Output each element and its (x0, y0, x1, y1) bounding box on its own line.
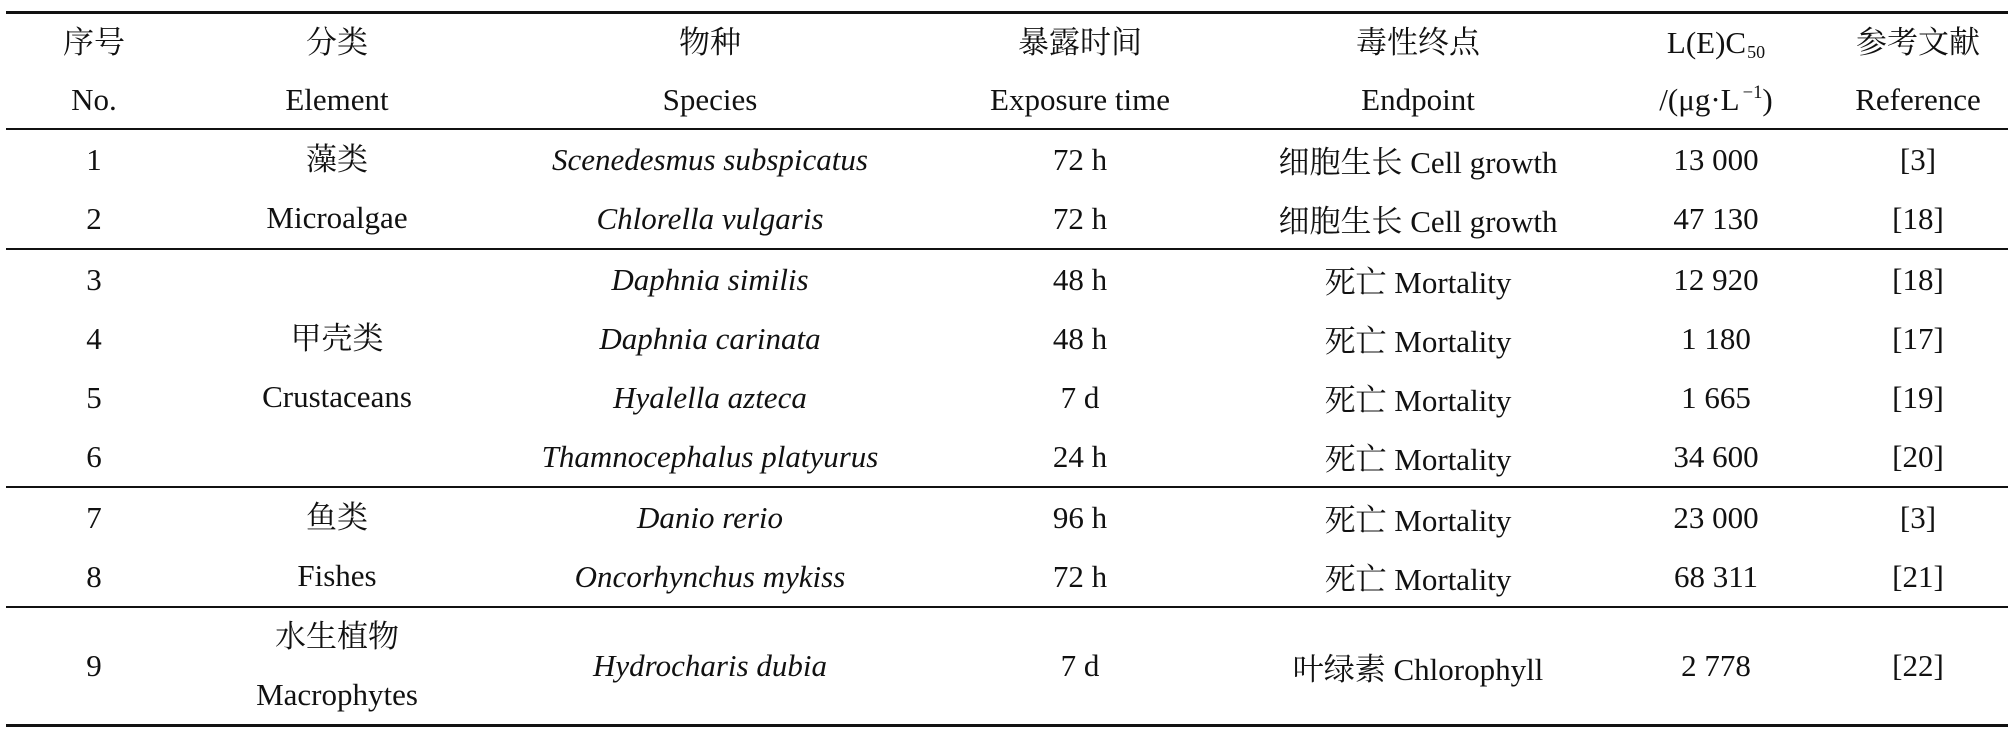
header-lec50-unit-superscript: −1 (1742, 82, 1763, 104)
endpoint-cell: 死亡 Mortality (1324, 503, 1512, 538)
species-cell: Hyalella azteca (613, 379, 807, 415)
exposure-time-cell: 96 h (1052, 499, 1108, 535)
reference-cell: [21] (1892, 558, 1944, 594)
table-group-microalgae (6, 130, 2008, 248)
lec50-cell: 23 000 (1673, 499, 1759, 535)
header-endpoint-en: Endpoint (1361, 82, 1475, 117)
reference-cell: [22] (1892, 648, 1944, 683)
lec50-cell: 47 130 (1673, 200, 1759, 236)
endpoint-cell: 死亡 Mortality (1324, 442, 1512, 477)
endpoint-cell: 死亡 Mortality (1324, 562, 1512, 597)
exposure-time-cell: 48 h (1052, 261, 1108, 297)
reference-cell: [19] (1892, 379, 1944, 415)
exposure-time-cell: 72 h (1052, 200, 1108, 236)
element-en: Microalgae (266, 200, 408, 235)
endpoint-cell: 死亡 Mortality (1324, 265, 1512, 300)
exposure-time-cell: 72 h (1052, 141, 1108, 177)
toxicity-data-table (6, 11, 2008, 727)
element-cell (182, 250, 492, 486)
endpoint-cell: 细胞生长 Cell growth (1278, 204, 1558, 239)
header-lec50-unit-suffix: ) (1762, 82, 1773, 117)
reference-cell: [17] (1892, 320, 1944, 356)
header-lec50-subscript: 50 (1747, 42, 1766, 63)
reference-cell: [18] (1892, 261, 1944, 297)
no-cell: 8 (86, 558, 102, 594)
lec50-cell: 1 665 (1681, 379, 1751, 415)
no-cell: 4 (86, 320, 102, 356)
element-zh: 藻类 (306, 142, 368, 177)
header-species-zh: 物种 (679, 25, 741, 60)
header-reference-zh: 参考文献 (1856, 25, 1980, 60)
header-no-zh: 序号 (63, 25, 125, 60)
header-lec50-unit (1659, 71, 1772, 128)
reference-cell: [20] (1892, 438, 1944, 474)
element-zh: 甲壳类 (290, 321, 384, 356)
endpoint-cell: 死亡 Mortality (1324, 324, 1512, 359)
table-group-macrophytes (6, 606, 2008, 724)
header-reference (1828, 14, 2008, 128)
reference-cell: [18] (1892, 200, 1944, 236)
element-zh: 水生植物 (275, 619, 399, 654)
no-cell: 5 (86, 379, 102, 415)
header-element-en: Element (285, 82, 389, 117)
lec50-cell: 1 180 (1681, 320, 1751, 356)
header-lec50-unit-prefix: /(μg·L (1659, 82, 1740, 117)
lec50-cell: 68 311 (1673, 558, 1759, 594)
no-cell: 3 (86, 261, 102, 297)
no-cell: 9 (86, 648, 102, 683)
header-species-en: Species (662, 82, 758, 117)
lec50-cell: 13 000 (1673, 141, 1759, 177)
lec50-cell: 34 600 (1673, 438, 1759, 474)
reference-cell: [3] (1899, 499, 1937, 535)
element-en: Macrophytes (256, 677, 418, 712)
header-exposure-time-en: Exposure time (990, 82, 1170, 117)
element-en: Fishes (297, 558, 377, 593)
exposure-time-cell: 7 d (1060, 648, 1100, 683)
exposure-time-cell: 48 h (1052, 320, 1108, 356)
no-cell: 2 (86, 200, 102, 236)
element-en: Crustaceans (262, 379, 412, 414)
header-reference-en: Reference (1855, 82, 1981, 117)
header-element (182, 14, 492, 128)
element-cell (182, 488, 492, 606)
endpoint-cell: 死亡 Mortality (1324, 383, 1512, 418)
table-group-fishes (6, 486, 2008, 606)
exposure-time-cell: 24 h (1052, 438, 1108, 474)
no-cell: 6 (86, 438, 102, 474)
header-no (6, 14, 182, 128)
table-header (6, 14, 2008, 130)
lec50-cell: 2 778 (1681, 648, 1751, 683)
exposure-time-cell: 7 d (1060, 379, 1100, 415)
no-cell: 1 (86, 141, 102, 177)
header-exposure-time (928, 14, 1232, 128)
header-endpoint-zh: 毒性终点 (1356, 25, 1480, 60)
header-endpoint (1232, 14, 1604, 128)
endpoint-cell: 细胞生长 Cell growth (1278, 145, 1558, 180)
species-cell: Daphnia carinata (599, 320, 821, 356)
header-exposure-time-zh: 暴露时间 (1018, 25, 1142, 60)
reference-cell: [3] (1899, 141, 1937, 177)
element-zh: 鱼类 (306, 500, 368, 535)
element-cell (182, 130, 492, 248)
header-species (492, 14, 928, 128)
header-no-en: No. (71, 82, 117, 117)
species-cell: Hydrocharis dubia (593, 648, 827, 683)
species-cell: Scenedesmus subspicatus (552, 141, 868, 177)
lec50-cell: 12 920 (1673, 261, 1759, 297)
species-cell: Oncorhynchus mykiss (574, 558, 846, 594)
no-cell: 7 (86, 499, 102, 535)
endpoint-cell: 叶绿素 Chlorophyll (1292, 651, 1544, 687)
species-cell: Daphnia similis (611, 261, 809, 297)
header-lec50-symbol-text: L(E)C (1666, 25, 1747, 60)
species-cell: Danio rerio (636, 499, 784, 535)
species-cell: Chlorella vulgaris (596, 200, 824, 236)
exposure-time-cell: 72 h (1052, 558, 1108, 594)
species-cell: Thamnocephalus platyurus (541, 438, 879, 474)
element-cell (182, 608, 492, 724)
table-group-crustaceans (6, 248, 2008, 486)
header-lec50 (1604, 14, 1828, 128)
header-lec50-symbol (1667, 14, 1765, 71)
header-element-zh: 分类 (306, 25, 368, 60)
